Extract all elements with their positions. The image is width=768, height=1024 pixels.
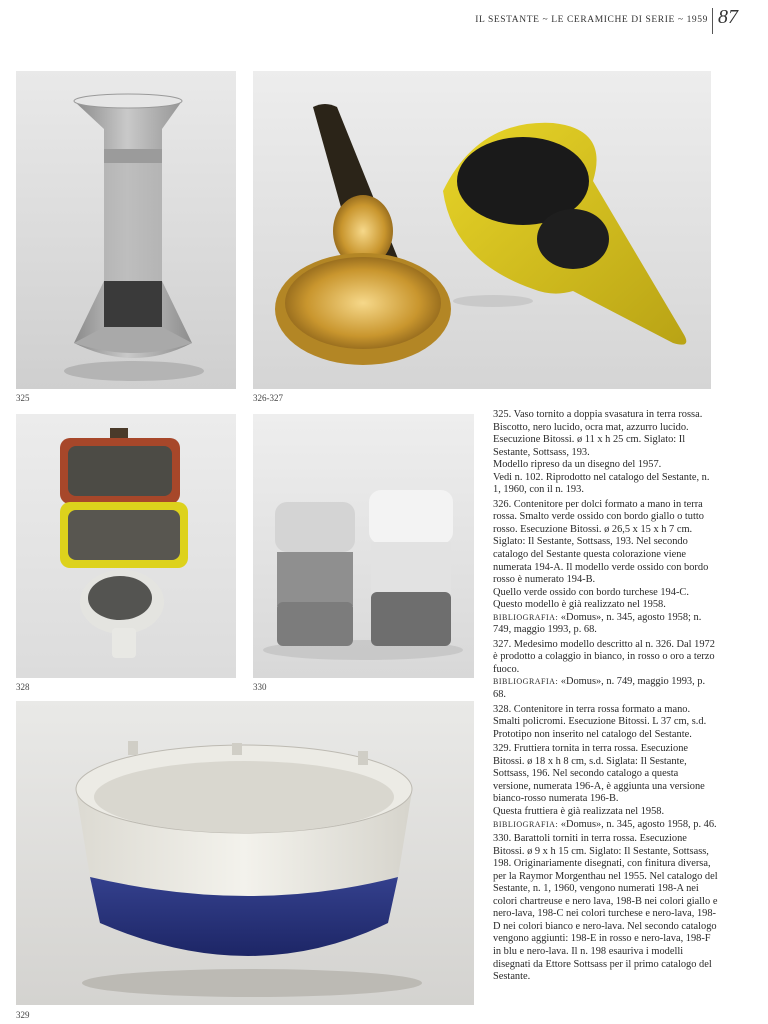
figure-label-330: 330 (253, 682, 267, 692)
photo-containers-326-327 (253, 71, 711, 389)
bibliography-text: «Domus», n. 749, maggio 1993, p. 68. (493, 676, 706, 701)
caption-328 (493, 704, 718, 742)
caption-text: Questa fruttiera è già realizzata nel 1958. (493, 805, 665, 817)
caption-text: 327. Medesimo modello descritto al n. 326. Dal 1972 è prodotto a colaggio in bianco, in rosso o oro a terzo fuoco. (493, 638, 715, 675)
bibliography-text: «Domus», n. 345, agosto 1958, p. 46. (558, 818, 717, 830)
figure-label-329: 329 (16, 1010, 30, 1020)
caption-text: 328. Contenitore in terra rossa formato a mano. Smalti policromi. Esecuzione Bitossi. L 37 cm, s.d. Prototipo non inserito nel catalogo del Sestante. (493, 703, 707, 740)
caption-text: 325. Vaso tornito a doppia svasatura in terra rossa. Biscotto, nero lucido, ocra mat, azzurro lucido. Esecuzione Bitossi. ø 11 x h 25 cm. Siglato: Il Sestante, Sottsass, 193. (493, 409, 703, 458)
bibliography (493, 819, 718, 832)
running-title: IL SESTANTE ~ LE CERAMICHE DI SERIE ~ 1959 (475, 15, 708, 25)
caption-text: Vedi n. 102. Riprodotto nel catalogo del Sestante, n. 1, 1960, con il n. 193. (493, 471, 710, 496)
caption-text: 326. Contenitore per dolci formato a mano in terra rossa. Smalto verde ossido con bordo giallo o tutto rosso. Esecuzione Bitossi. ø 26,5 x 15 x h 7 cm. Siglato: Il Sestante, Sottsass, 193. Nel secondo catalogo del Sestante questa colorazione viene numerata 194-A. Il modello verde ossido con bordo rosso è numerato 194-B. (493, 498, 709, 586)
figure-label-326-327: 326-327 (253, 393, 283, 403)
bibliography (493, 612, 718, 637)
caption-330 (493, 833, 718, 984)
caption-text: 329. Fruttiera tornita in terra rossa. Esecuzione Bitossi. ø 18 x h 8 cm, s.d. Siglata: Il Sestante, Sottsass, 196. Nel secondo catalogo a questa versione, numerata 196-A, è aggiunta una versione bianco-rosso numerata 196-B. (493, 743, 705, 805)
bibliography-label: BIBLIOGRAFIA: (493, 819, 559, 829)
caption-text: 330. Barattoli torniti in terra rossa. Esecuzione Bitossi. ø 9 x h 15 cm. Siglato: Il Sestante, Sottsass, 198. Originariamente disegnati, con finitura diversa, per la Raymor Morgenthau nel 1955. Nel catalogo del Sestante, n. 1, 1960, vengono numerati 198-A nei colori chartreuse e nero lava, 198-B nei colori giallo e nero-lava, 198-C nei colori turchese e nero-lava, 198-D nei colori bianco e nero-lava. Nel secondo catalogo vengono aggiunti: 198-E in rosso e nero-lava, 198-F in blu e nero-lava. Il n. 198 esauriva i modelli disegnati da Ettore Sottsass per il primo catalogo del Sestante. (493, 833, 718, 983)
bibliography-text: «Domus», n. 345, agosto 1958; n. 749, maggio 1993, p. 68. (493, 611, 702, 636)
caption-text: Questo modello è già realizzato nel 1958. (493, 599, 666, 611)
caption-column (493, 409, 718, 986)
bibliography (493, 676, 718, 701)
photo-container-328 (16, 414, 236, 678)
caption-329 (493, 743, 718, 831)
caption-325 (493, 409, 718, 497)
photo-bowl-329 (16, 701, 474, 1005)
photo-jars-330 (253, 414, 474, 678)
caption-text: Modello ripreso da un disegno del 1957. (493, 459, 662, 471)
caption-text: Quello verde ossido con bordo turchese 194-C. (493, 586, 689, 598)
figure-label-328: 328 (16, 682, 30, 692)
bibliography-label: BIBLIOGRAFIA: (493, 677, 559, 687)
page-number: 87 (718, 6, 738, 28)
caption-327 (493, 639, 718, 702)
bibliography-label: BIBLIOGRAFIA: (493, 612, 559, 622)
header-divider (712, 8, 713, 34)
figure-label-325: 325 (16, 393, 30, 403)
caption-326 (493, 499, 718, 637)
photo-vase-325 (16, 71, 236, 389)
